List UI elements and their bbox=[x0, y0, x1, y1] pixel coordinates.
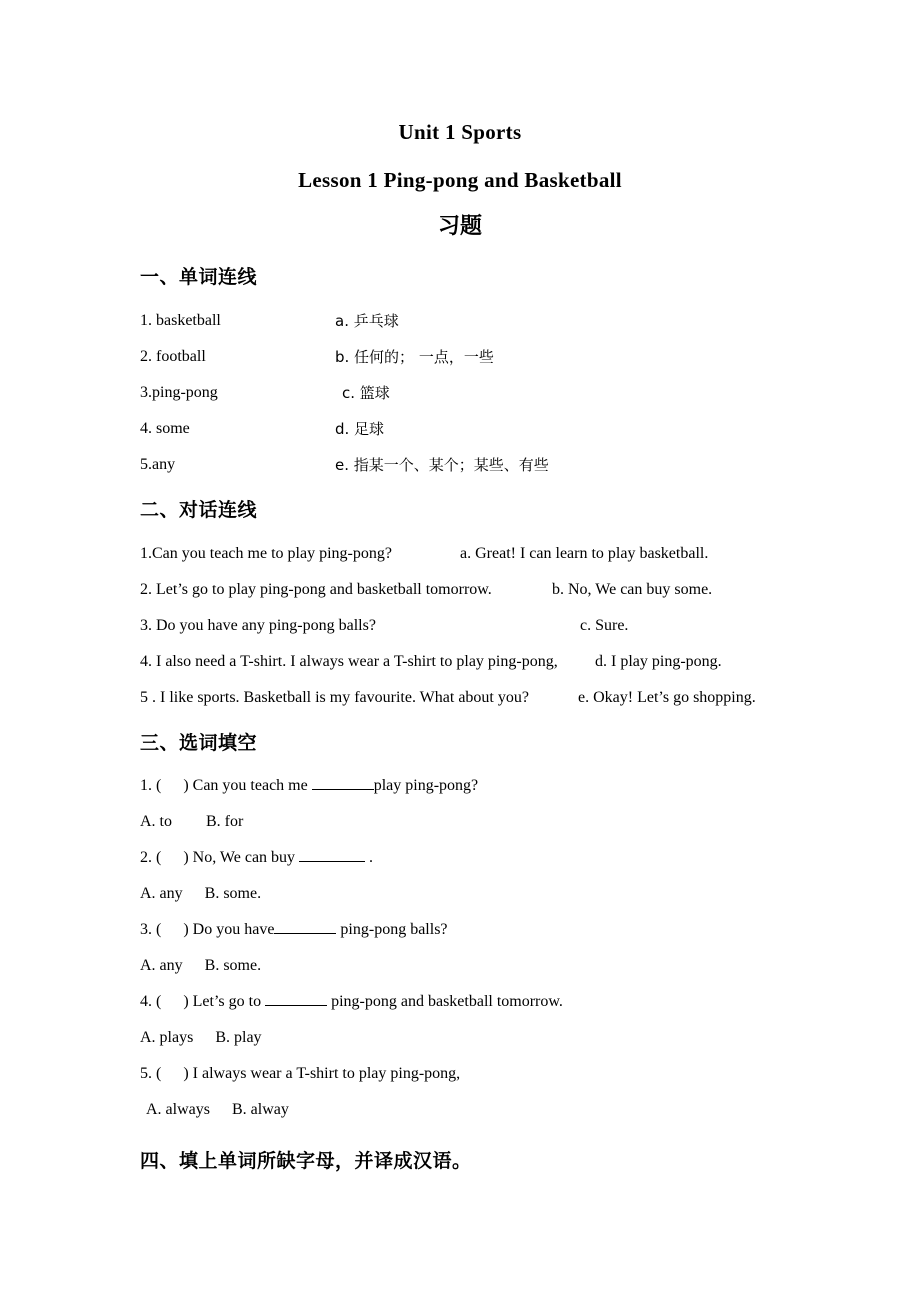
option-a[interactable]: A. to bbox=[140, 813, 172, 831]
match-right-term[interactable]: d. 足球 bbox=[335, 419, 385, 438]
match-left-term[interactable]: 5.any bbox=[140, 455, 176, 473]
exercise-label: 习题 bbox=[437, 214, 482, 239]
match-row bbox=[140, 411, 860, 447]
question-stem: ) Do you have bbox=[183, 921, 275, 939]
option-line bbox=[140, 1092, 860, 1128]
dialogue-right-text[interactable]: c. Sure. bbox=[580, 616, 629, 634]
option-line bbox=[140, 876, 860, 912]
question-number: 2. ( bbox=[140, 849, 162, 867]
match-right-term[interactable]: c. 篮球 bbox=[342, 383, 390, 402]
match-right-term[interactable]: a. 乒乓球 bbox=[335, 311, 399, 330]
section-1-match-list bbox=[140, 303, 860, 483]
dialogue-left-text[interactable]: 3. Do you have any ping-pong balls? bbox=[140, 616, 376, 634]
match-row bbox=[140, 303, 860, 339]
dialogue-left-text[interactable]: 2. Let’s go to play ping-pong and basketball tomorrow. bbox=[140, 580, 492, 598]
option-b[interactable]: B. some. bbox=[204, 885, 262, 903]
question-tail: ping-pong balls? bbox=[340, 921, 448, 939]
question-number: 4. ( bbox=[140, 993, 162, 1011]
match-row bbox=[140, 375, 860, 411]
question-line bbox=[140, 912, 860, 948]
match-left-term[interactable]: 4. some bbox=[140, 419, 190, 437]
document-title: Unit 1 Sports bbox=[398, 120, 522, 144]
question-line bbox=[140, 984, 860, 1020]
question-number: 5. ( bbox=[140, 1065, 162, 1083]
dialogue-right-text[interactable]: e. Okay! Let’s go shopping. bbox=[578, 688, 756, 706]
option-line bbox=[140, 1020, 860, 1056]
option-b[interactable]: B. play bbox=[215, 1029, 262, 1047]
question-tail: . bbox=[369, 849, 374, 867]
document-subtitle: Lesson 1 Ping-pong and Basketball bbox=[298, 168, 622, 192]
question-stem: ) Can you teach me bbox=[183, 777, 308, 795]
section-3-question-list bbox=[140, 768, 860, 1128]
section-4-heading: 四、填上单词所缺字母，并译成汉语。 bbox=[140, 1150, 472, 1173]
question-line bbox=[140, 1056, 860, 1092]
fill-blank[interactable] bbox=[312, 776, 374, 790]
match-left-term[interactable]: 3.ping-pong bbox=[140, 383, 218, 401]
section-1-heading: 一、单词连线 bbox=[140, 266, 258, 288]
dialogue-row bbox=[140, 608, 860, 644]
question-tail: ping-pong and basketball tomorrow. bbox=[331, 993, 563, 1011]
question-tail: play ping-pong? bbox=[373, 777, 479, 795]
option-line bbox=[140, 948, 860, 984]
match-right-term[interactable]: e. 指某一个、某个；某些、有些 bbox=[335, 455, 549, 474]
match-left-term[interactable]: 2. football bbox=[140, 347, 206, 365]
question-line bbox=[140, 768, 860, 804]
option-b[interactable]: B. alway bbox=[231, 1101, 289, 1119]
match-right-term[interactable]: b. 任何的； 一点，一些 bbox=[335, 347, 494, 366]
dialogue-row bbox=[140, 644, 860, 680]
question-stem: ) Let’s go to bbox=[183, 993, 262, 1011]
option-line bbox=[140, 804, 860, 840]
section-2-match-list bbox=[140, 536, 860, 716]
match-left-term[interactable]: 1. basketball bbox=[140, 311, 221, 329]
section-2-heading: 二、对话连线 bbox=[140, 498, 258, 521]
option-a[interactable]: A. any bbox=[140, 885, 183, 903]
section-3-heading: 三、选词填空 bbox=[140, 731, 258, 754]
dialogue-right-text[interactable]: d. I play ping-pong. bbox=[595, 652, 722, 670]
question-stem: ) No, We can buy bbox=[183, 849, 296, 867]
dialogue-right-text[interactable]: b. No, We can buy some. bbox=[552, 580, 713, 598]
dialogue-left-text[interactable]: 5 . I like sports. Basketball is my favourite. What about you? bbox=[140, 688, 529, 706]
match-row bbox=[140, 447, 860, 483]
option-a[interactable]: A. any bbox=[140, 957, 183, 975]
dialogue-left-text[interactable]: 4. I also need a T-shirt. I always wear a T-shirt to play ping-pong, bbox=[140, 652, 558, 670]
worksheet-content bbox=[140, 238, 860, 1173]
option-a[interactable]: A. plays bbox=[140, 1029, 194, 1047]
dialogue-row bbox=[140, 572, 860, 608]
question-number: 3. ( bbox=[140, 921, 162, 939]
question-stem: ) I always wear a T-shirt to play ping-pong, bbox=[183, 1065, 461, 1083]
dialogue-row bbox=[140, 680, 860, 716]
option-b[interactable]: B. some. bbox=[204, 957, 262, 975]
match-row bbox=[140, 339, 860, 375]
dialogue-left-text[interactable]: 1.Can you teach me to play ping-pong? bbox=[140, 544, 392, 562]
fill-blank[interactable] bbox=[265, 992, 327, 1006]
dialogue-row bbox=[140, 536, 860, 572]
option-b[interactable]: B. for bbox=[206, 813, 244, 831]
fill-blank[interactable] bbox=[274, 920, 336, 934]
option-a[interactable]: A. always bbox=[146, 1101, 210, 1119]
fill-blank[interactable] bbox=[299, 848, 365, 862]
question-number: 1. ( bbox=[140, 777, 162, 795]
question-line bbox=[140, 840, 860, 876]
dialogue-right-text[interactable]: a. Great! I can learn to play basketball. bbox=[460, 544, 709, 562]
